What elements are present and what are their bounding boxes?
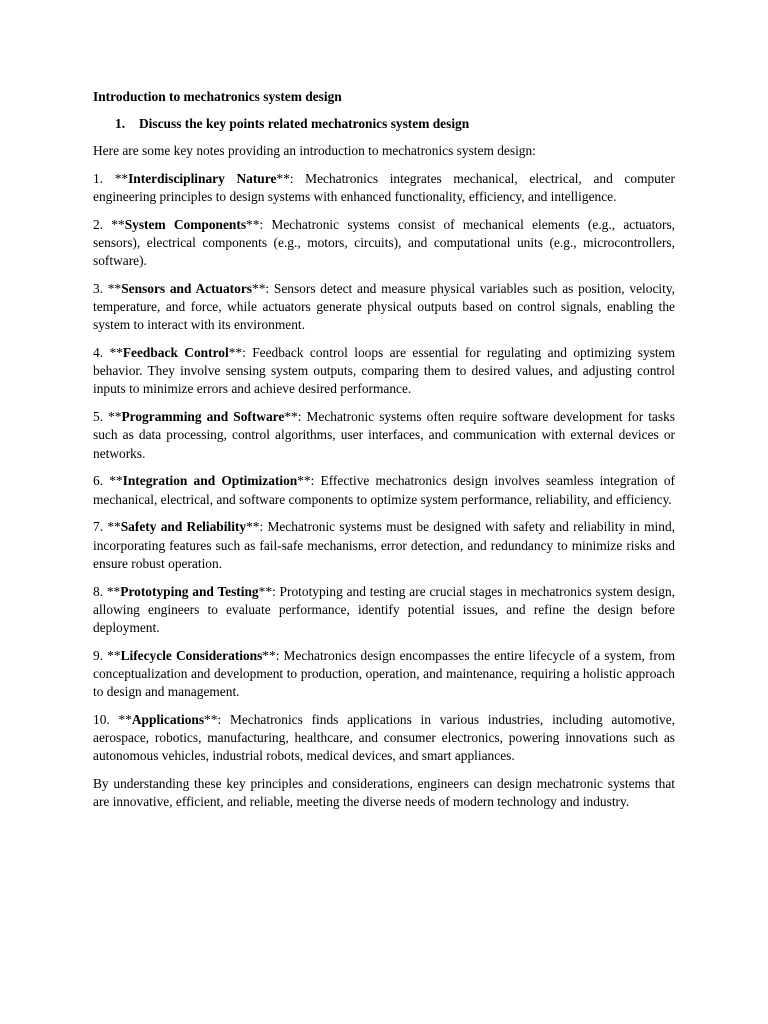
- point-number: 3. **: [93, 280, 122, 296]
- key-point: [93, 216, 675, 271]
- point-number: 4. **: [93, 345, 123, 361]
- point-heading: Applications: [131, 712, 205, 728]
- point-text: **: Sensors detect and measure physical variables such as position, velocity, temperature, and force, while actuators generate physical outputs based on control signals, enabling the system to interact with its environment.: [93, 280, 676, 333]
- key-point: [93, 518, 675, 573]
- point-text: **: Mechatronics design encompasses the entire lifecycle of a system, from conceptualization and development to production, operation, and maintenance, requiring a holistic approach to design and management.: [93, 647, 675, 700]
- point-text: **: Mechatronic systems consist of mechanical elements (e.g., actuators, sensors), electrical components (e.g., motors, circuits), and computational units (e.g., microcontrollers, software).: [93, 216, 676, 269]
- point-heading: Feedback Control: [122, 345, 229, 361]
- key-point: [93, 711, 675, 766]
- point-number: 5. **: [93, 409, 122, 425]
- point-number: 9. **: [93, 647, 121, 663]
- point-number: 10. **: [93, 712, 132, 728]
- document-title: Introduction to mechatronics system design: [93, 89, 342, 104]
- key-point: [93, 344, 675, 399]
- document-page: [93, 88, 675, 812]
- intro-paragraph: Here are some key notes providing an introduction to mechatronics system design:: [93, 143, 536, 159]
- point-text: **: Feedback control loops are essential for regulating and optimizing system behavior. They involve sensing system outputs, comparing them to desired values, and adjusting control inputs to minimize errors and achieve desired performance.: [93, 345, 675, 397]
- point-text: **: Effective mechatronics design involves seamless integration of mechanical, electrical, and software components to optimize system performance, reliability, and efficiency.: [93, 473, 675, 507]
- point-heading: Programming and Software: [121, 409, 285, 425]
- question-heading: [115, 115, 675, 133]
- point-heading: Lifecycle Considerations: [120, 647, 263, 663]
- point-text: **: Prototyping and testing are crucial stages in mechatronics system design, allowing engineers to evaluate performance, identify potential issues, and refine the design before deployment.: [93, 583, 676, 636]
- point-heading: Integration and Optimization: [122, 473, 298, 489]
- point-heading: Prototyping and Testing: [120, 583, 259, 599]
- point-text: **: Mechatronic systems often require software development for tasks such as data processing, control algorithms, user interfaces, and communication with external devices or networks.: [93, 409, 675, 461]
- key-point: [93, 472, 675, 508]
- point-text: **: Mechatronic systems must be designed with safety and reliability in mind, incorporating features such as fail-safe mechanisms, error detection, and redundancy to minimize risks and ensure robust operation.: [93, 519, 676, 571]
- key-point: [93, 583, 675, 638]
- point-text: **: Mechatronics integrates mechanical, electrical, and computer engineering principles to design systems with enhanced functionality, efficiency, and intelligence.: [93, 170, 675, 204]
- point-number: 8. **: [93, 583, 121, 599]
- closing-paragraph: By understanding these key principles and considerations, engineers can design mechatronic systems that are innovative, efficient, and reliable, meeting the diverse needs of modern technology and industry.: [93, 776, 675, 810]
- point-heading: Safety and Reliability: [120, 519, 247, 535]
- key-points-list: [93, 170, 675, 766]
- point-heading: Interdisciplinary Nature: [128, 170, 277, 186]
- point-text: **: Mechatronics finds applications in various industries, including automotive, aerospace, robotics, manufacturing, healthcare, and consumer electronics, powering innovations such as autonomous vehicles, industrial robots, medical devices, and smart appliances.: [93, 712, 675, 764]
- question-number: 1.: [115, 116, 126, 132]
- key-point: [93, 647, 675, 702]
- question-text: Discuss the key points related mechatronics system design: [139, 116, 470, 132]
- point-number: 1. **: [93, 170, 129, 186]
- point-number: 7. **: [93, 519, 121, 535]
- key-point: [93, 280, 675, 335]
- point-number: 6. **: [93, 473, 123, 489]
- key-point: [93, 408, 675, 463]
- point-heading: Sensors and Actuators: [121, 280, 252, 296]
- point-heading: System Components: [124, 216, 247, 232]
- key-point: [93, 170, 675, 206]
- point-number: 2. **: [93, 216, 125, 232]
